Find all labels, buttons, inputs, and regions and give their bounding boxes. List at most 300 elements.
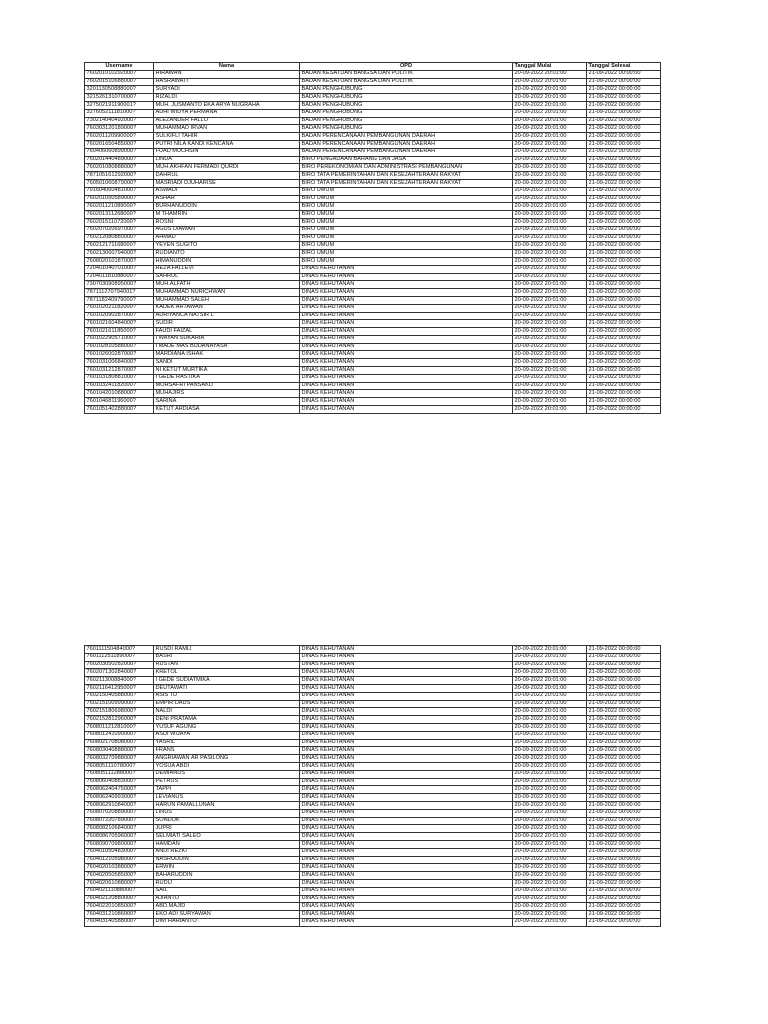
tanggal-mulai-cell: 20-09-2022 20:01:00	[513, 723, 587, 731]
opd-cell: DINAS KEHUTANAN	[300, 692, 513, 700]
tanggal-mulai-cell: 20-09-2022 20:01:00	[513, 218, 587, 226]
tanggal-selesai-cell: 21-09-2022 00:00:00	[587, 677, 661, 685]
opd-cell: BIRO UMUM	[300, 234, 513, 242]
nama-cell: LINDA	[154, 156, 300, 164]
tanggal-selesai-cell: 21-09-2022 00:00:00	[587, 320, 661, 328]
username-cell: 760201050589000?	[85, 195, 154, 203]
username-cell: 760201511072000?	[85, 218, 154, 226]
table-row	[85, 70, 661, 78]
table-row	[85, 872, 661, 880]
tanggal-mulai-cell: 20-09-2022 20:01:00	[513, 809, 587, 817]
table-row	[85, 101, 661, 109]
nama-cell: ADRIYANCA NATSIR L	[154, 312, 300, 320]
opd-cell: DINAS KEHUTANAN	[300, 762, 513, 770]
table-row	[85, 367, 661, 375]
table-row	[85, 856, 661, 864]
opd-cell: DINAS KEHUTANAN	[300, 343, 513, 351]
table-row	[85, 406, 661, 414]
tanggal-mulai-cell: 20-09-2022 20:01:00	[513, 117, 587, 125]
table-row	[85, 156, 661, 164]
tanggal-mulai-cell: 20-09-2022 20:01:00	[513, 172, 587, 180]
tanggal-selesai-cell: 21-09-2022 00:00:00	[587, 825, 661, 833]
table-row	[85, 289, 661, 297]
tanggal-selesai-cell: 21-09-2022 00:00:00	[587, 382, 661, 390]
opd-cell: DINAS KEHUTANAN	[300, 328, 513, 336]
nama-cell: SARINA	[154, 398, 300, 406]
username-cell: 760104201088000?	[85, 390, 154, 398]
table-row	[85, 903, 661, 911]
opd-cell: BIRO UMUM	[300, 250, 513, 258]
opd-cell: BIRO UMUM	[300, 195, 513, 203]
nama-cell: YASRIL	[154, 739, 300, 747]
opd-cell: DINAS KEHUTANAN	[300, 918, 513, 926]
tanggal-selesai-cell: 21-09-2022 00:00:00	[587, 203, 661, 211]
username-cell: 760201311268000?	[85, 211, 154, 219]
opd-cell: DINAS KEHUTANAN	[300, 887, 513, 895]
opd-cell: DINAS KEHUTANAN	[300, 731, 513, 739]
username-cell: 760201510688000?	[85, 78, 154, 86]
tanggal-mulai-cell: 20-09-2022 20:01:00	[513, 677, 587, 685]
opd-cell: DINAS KEHUTANAN	[300, 833, 513, 841]
opd-cell: DINAS KEHUTANAN	[300, 677, 513, 685]
tanggal-mulai-cell: 20-09-2022 20:01:00	[513, 101, 587, 109]
nama-cell: EMPIR DAUS	[154, 700, 300, 708]
nama-cell: RUDIJ	[154, 879, 300, 887]
nama-cell: RUSDI RAMLI	[154, 646, 300, 654]
opd-cell: DINAS KEHUTANAN	[300, 304, 513, 312]
table-row	[85, 257, 661, 265]
tanggal-selesai-cell: 21-09-2022 00:00:00	[587, 109, 661, 117]
table-row	[85, 242, 661, 250]
table-row	[85, 359, 661, 367]
header-row	[85, 63, 661, 71]
username-cell: 760802170808000?	[85, 739, 154, 747]
tanggal-mulai-cell: 20-09-2022 20:01:00	[513, 250, 587, 258]
tanggal-selesai-cell: 21-09-2022 00:00:00	[587, 296, 661, 304]
table-row	[85, 887, 661, 895]
table-row	[85, 265, 661, 273]
table-row	[85, 109, 661, 117]
username-cell: 327502191190001?	[85, 101, 154, 109]
opd-cell: BADAN PERENCANAAN PEMBANGUNAN DAERAH	[300, 133, 513, 141]
opd-cell: BIRO PEREKONOMIAN DAN ADMINISTRASI PEMBANGUNAN	[300, 164, 513, 172]
tanggal-selesai-cell: 21-09-2022 00:00:00	[587, 708, 661, 716]
tanggal-mulai-cell: 20-09-2022 20:01:00	[513, 692, 587, 700]
username-cell: 760807020889000?	[85, 809, 154, 817]
tanggal-mulai-cell: 20-09-2022 20:01:00	[513, 661, 587, 669]
column-header-username: Username	[85, 63, 154, 71]
tanggal-selesai-cell: 21-09-2022 00:00:00	[587, 872, 661, 880]
nama-cell: BURHANUDDIN	[154, 203, 300, 211]
username-cell: 760401050483000?	[85, 848, 154, 856]
tanggal-selesai-cell: 21-09-2022 00:00:00	[587, 242, 661, 250]
username-cell: 760806240993000?	[85, 794, 154, 802]
username-cell: 760806291084000?	[85, 801, 154, 809]
tanggal-selesai-cell: 21-09-2022 00:00:00	[587, 78, 661, 86]
nama-cell: KETUT ARDIASA	[154, 406, 300, 414]
tanggal-selesai-cell: 21-09-2022 00:00:00	[587, 117, 661, 125]
opd-cell: DINAS KEHUTANAN	[300, 723, 513, 731]
username-cell: 760211300884000?	[85, 677, 154, 685]
opd-cell: DINAS KEHUTANAN	[300, 879, 513, 887]
nama-cell: TAPPI	[154, 786, 300, 794]
tanggal-selesai-cell: 21-09-2022 00:00:00	[587, 343, 661, 351]
username-cell: 760801241090000?	[85, 731, 154, 739]
nama-cell: I GEDE SUDIATMIKA	[154, 677, 300, 685]
opd-cell: DINAS KEHUTANAN	[300, 367, 513, 375]
tanggal-selesai-cell: 21-09-2022 00:00:00	[587, 848, 661, 856]
table-row	[85, 786, 661, 794]
nama-cell: ANGRIAWAN AR PASILONG	[154, 755, 300, 763]
tanggal-selesai-cell: 21-09-2022 00:00:00	[587, 234, 661, 242]
tanggal-selesai-cell: 21-09-2022 00:00:00	[587, 218, 661, 226]
table-row	[85, 739, 661, 747]
tanggal-selesai-cell: 21-09-2022 00:00:00	[587, 755, 661, 763]
table-row	[85, 646, 661, 654]
opd-cell: BIRO TATA PEMERINTAHAN DAN KESEJAHTERAAN RAKYAT	[300, 172, 513, 180]
tanggal-mulai-cell: 20-09-2022 20:01:00	[513, 343, 587, 351]
tanggal-mulai-cell: 20-09-2022 20:01:00	[513, 833, 587, 841]
table-row	[85, 203, 661, 211]
column-header-opd: OPD	[300, 63, 513, 71]
table-row	[85, 218, 661, 226]
opd-cell: DINAS KEHUTANAN	[300, 895, 513, 903]
tanggal-selesai-cell: 21-09-2022 00:00:00	[587, 250, 661, 258]
username-cell: 760215100999000?	[85, 700, 154, 708]
tanggal-mulai-cell: 20-09-2022 20:01:00	[513, 257, 587, 265]
user-schedule-table-2	[84, 645, 661, 927]
opd-cell: DINAS KEHUTANAN	[300, 755, 513, 763]
tanggal-selesai-cell: 21-09-2022 00:00:00	[587, 179, 661, 187]
tanggal-mulai-cell: 20-09-2022 20:01:00	[513, 708, 587, 716]
tanggal-selesai-cell: 21-09-2022 00:00:00	[587, 762, 661, 770]
table-row	[85, 304, 661, 312]
table-row	[85, 840, 661, 848]
tanggal-selesai-cell: 21-09-2022 00:00:00	[587, 367, 661, 375]
nama-cell: ROSNI	[154, 218, 300, 226]
opd-cell: BADAN PERENCANAAN PEMBANGUNAN DAERAH	[300, 140, 513, 148]
nama-cell: SONDOK	[154, 817, 300, 825]
tanggal-selesai-cell: 21-09-2022 00:00:00	[587, 653, 661, 661]
username-cell: 760809070980000?	[85, 840, 154, 848]
table-row	[85, 708, 661, 716]
tanggal-mulai-cell: 20-09-2022 20:01:00	[513, 94, 587, 102]
opd-cell: DINAS KEHUTANAN	[300, 359, 513, 367]
tanggal-mulai-cell: 20-09-2022 20:01:00	[513, 747, 587, 755]
opd-cell: DINAS KEHUTANAN	[300, 265, 513, 273]
tanggal-selesai-cell: 21-09-2022 00:00:00	[587, 211, 661, 219]
tanggal-selesai-cell: 21-09-2022 00:00:00	[587, 692, 661, 700]
tanggal-selesai-cell: 21-09-2022 00:00:00	[587, 374, 661, 382]
tanggal-mulai-cell: 20-09-2022 20:01:00	[513, 320, 587, 328]
table-row	[85, 164, 661, 172]
username-cell: 760403140588000?	[85, 918, 154, 926]
tanggal-mulai-cell: 20-09-2022 20:01:00	[513, 762, 587, 770]
table-row	[85, 864, 661, 872]
nama-cell: SULKIFLI TAHIR	[154, 133, 300, 141]
nama-cell: SAIL	[154, 887, 300, 895]
table-row	[85, 809, 661, 817]
username-cell: 760201010292000?	[85, 70, 154, 78]
table-row	[85, 817, 661, 825]
tanggal-selesai-cell: 21-09-2022 00:00:00	[587, 794, 661, 802]
opd-cell: DINAS KEHUTANAN	[300, 646, 513, 654]
tanggal-mulai-cell: 20-09-2022 20:01:00	[513, 211, 587, 219]
table-body	[85, 70, 661, 413]
table-row	[85, 273, 661, 281]
tanggal-selesai-cell: 21-09-2022 00:00:00	[587, 895, 661, 903]
username-cell: 760103100684000?	[85, 359, 154, 367]
nama-cell: MUH. JUSMANTO EKA ARYA NUGRAHA	[154, 101, 300, 109]
username-cell: 760102600287000?	[85, 351, 154, 359]
opd-cell: BADAN PENGHUBUNG	[300, 125, 513, 133]
table-row	[85, 661, 661, 669]
tanggal-mulai-cell: 20-09-2022 20:01:00	[513, 156, 587, 164]
tanggal-mulai-cell: 20-09-2022 20:01:00	[513, 755, 587, 763]
nama-cell: I WAYAN SUKARIA	[154, 335, 300, 343]
nama-cell: SURYADI	[154, 86, 300, 94]
nama-cell: RIZALDI	[154, 94, 300, 102]
opd-cell: DINAS KEHUTANAN	[300, 856, 513, 864]
username-cell: 760805111078000?	[85, 762, 154, 770]
nama-cell: SANDI	[154, 359, 300, 367]
nama-cell: MUHAMMAD NURICHWAN	[154, 289, 300, 297]
username-cell: 760501060879000?	[85, 179, 154, 187]
username-cell: 760103180881000?	[85, 374, 154, 382]
nama-cell: MOHSAFRI PANSAKU	[154, 382, 300, 390]
tanggal-mulai-cell: 20-09-2022 20:01:00	[513, 398, 587, 406]
username-cell: 760103241182000?	[85, 382, 154, 390]
table-row	[85, 755, 661, 763]
tanggal-mulai-cell: 20-09-2022 20:01:00	[513, 289, 587, 297]
table-row	[85, 833, 661, 841]
tanggal-mulai-cell: 20-09-2022 20:01:00	[513, 864, 587, 872]
column-header-tanggal-mulai: Tanggal Mulai	[513, 63, 587, 71]
table-row	[85, 918, 661, 926]
table-body	[85, 646, 661, 927]
table-row	[85, 335, 661, 343]
tanggal-selesai-cell: 21-09-2022 00:00:00	[587, 86, 661, 94]
tanggal-selesai-cell: 21-09-2022 00:00:00	[587, 731, 661, 739]
username-cell: 760201120990000?	[85, 133, 154, 141]
opd-cell: DINAS KEHUTANAN	[300, 739, 513, 747]
nama-cell: RUDIANTO	[154, 250, 300, 258]
username-cell: 760102290571000?	[85, 335, 154, 343]
table-row	[85, 78, 661, 86]
username-cell: 327605211181000?	[85, 109, 154, 117]
tanggal-selesai-cell: 21-09-2022 00:00:00	[587, 133, 661, 141]
username-cell: 760215281296000?	[85, 716, 154, 724]
nama-cell: NALDI	[154, 708, 300, 716]
tanggal-mulai-cell: 20-09-2022 20:01:00	[513, 646, 587, 654]
tanggal-mulai-cell: 20-09-2022 20:01:00	[513, 351, 587, 359]
nama-cell: AGUS DIAWAN	[154, 226, 300, 234]
nama-cell: DENI PRATAMA	[154, 716, 300, 724]
tanggal-mulai-cell: 20-09-2022 20:01:00	[513, 872, 587, 880]
username-cell: 760802010187000?	[85, 257, 154, 265]
table-row	[85, 825, 661, 833]
tanggal-selesai-cell: 21-09-2022 00:00:00	[587, 273, 661, 281]
opd-cell: DINAS KEHUTANAN	[300, 390, 513, 398]
nama-cell: ASIS TD	[154, 692, 300, 700]
nama-cell: AHMAD	[154, 234, 300, 242]
tanggal-selesai-cell: 21-09-2022 00:00:00	[587, 817, 661, 825]
opd-cell: DINAS KEHUTANAN	[300, 911, 513, 919]
tanggal-selesai-cell: 21-09-2022 00:00:00	[587, 856, 661, 864]
opd-cell: BIRO PENGADAAN BARANG DAN JASA	[300, 156, 513, 164]
tanggal-selesai-cell: 21-09-2022 00:00:00	[587, 359, 661, 367]
tanggal-selesai-cell: 21-09-2022 00:00:00	[587, 770, 661, 778]
table-row	[85, 770, 661, 778]
table-row	[85, 281, 661, 289]
username-cell: 787118240979000?	[85, 296, 154, 304]
username-cell: 760402120880000?	[85, 895, 154, 903]
username-cell: 760406060899000?	[85, 148, 154, 156]
nama-cell: ANDI REZKI	[154, 848, 300, 856]
opd-cell: BIRO TATA PEMERINTAHAN DAN KESEJAHTERAAN RAKYAT	[300, 179, 513, 187]
tanggal-selesai-cell: 21-09-2022 00:00:00	[587, 879, 661, 887]
username-cell: 760803040888000?	[85, 747, 154, 755]
username-cell: 760303120189000?	[85, 125, 154, 133]
opd-cell: DINAS KEHUTANAN	[300, 661, 513, 669]
nama-cell: SAHRUL	[154, 273, 300, 281]
table-row	[85, 328, 661, 336]
username-cell: 760102021182000?	[85, 304, 154, 312]
username-cell: 760403121086000?	[85, 911, 154, 919]
table-row	[85, 320, 661, 328]
username-cell: 760402010388000?	[85, 864, 154, 872]
tanggal-selesai-cell: 21-09-2022 00:00:00	[587, 140, 661, 148]
nama-cell: NASRUDDIN	[154, 856, 300, 864]
username-cell: 760201440489000?	[85, 156, 154, 164]
tanggal-mulai-cell: 20-09-2022 20:01:00	[513, 786, 587, 794]
tanggal-selesai-cell: 21-09-2022 00:00:00	[587, 390, 661, 398]
username-cell: 760105140288000?	[85, 406, 154, 414]
tanggal-selesai-cell: 21-09-2022 00:00:00	[587, 328, 661, 336]
tanggal-mulai-cell: 20-09-2022 20:01:00	[513, 265, 587, 273]
opd-cell: BADAN PENGHUBUNG	[300, 101, 513, 109]
nama-cell: FRANS	[154, 747, 300, 755]
opd-cell: DINAS KEHUTANAN	[300, 335, 513, 343]
tanggal-selesai-cell: 21-09-2022 00:00:00	[587, 661, 661, 669]
tanggal-selesai-cell: 21-09-2022 00:00:00	[587, 840, 661, 848]
username-cell: 730214040492000?	[85, 117, 154, 125]
table-row	[85, 895, 661, 903]
opd-cell: BIRO UMUM	[300, 218, 513, 226]
nama-cell: AJIANTO	[154, 895, 300, 903]
table-row	[85, 234, 661, 242]
nama-cell: FAUDI FAIZAL	[154, 328, 300, 336]
opd-cell: DINAS KEHUTANAN	[300, 296, 513, 304]
tanggal-selesai-cell: 21-09-2022 00:00:00	[587, 778, 661, 786]
username-cell: 760402111088000?	[85, 887, 154, 895]
tanggal-selesai-cell: 21-09-2022 00:00:00	[587, 864, 661, 872]
opd-cell: DINAS KEHUTANAN	[300, 903, 513, 911]
username-cell: 760111251189000?	[85, 653, 154, 661]
username-cell: 760102160484000?	[85, 320, 154, 328]
table-row	[85, 716, 661, 724]
tanggal-mulai-cell: 20-09-2022 20:01:00	[513, 817, 587, 825]
tanggal-selesai-cell: 21-09-2022 00:00:00	[587, 398, 661, 406]
table-row	[85, 848, 661, 856]
tanggal-mulai-cell: 20-09-2022 20:01:00	[513, 226, 587, 234]
nama-cell: ABD.MAJID	[154, 903, 300, 911]
opd-cell: DINAS KEHUTANAN	[300, 747, 513, 755]
opd-cell: BIRO UMUM	[300, 226, 513, 234]
tanggal-selesai-cell: 21-09-2022 00:00:00	[587, 335, 661, 343]
opd-cell: DINAS KEHUTANAN	[300, 273, 513, 281]
nama-cell: MUHAMMAD SALEH	[154, 296, 300, 304]
nama-cell: YOSUA ABDI	[154, 762, 300, 770]
tanggal-mulai-cell: 20-09-2022 20:01:00	[513, 148, 587, 156]
tanggal-selesai-cell: 21-09-2022 00:00:00	[587, 833, 661, 841]
tanggal-mulai-cell: 20-09-2022 20:01:00	[513, 234, 587, 242]
opd-cell: BADAN KESATUAN BANGSA DAN POLITIK	[300, 70, 513, 78]
table-row	[85, 117, 661, 125]
table-row	[85, 382, 661, 390]
opd-cell: DINAS KEHUTANAN	[300, 817, 513, 825]
nama-cell: KRETOL	[154, 669, 300, 677]
tanggal-mulai-cell: 20-09-2022 20:01:00	[513, 918, 587, 926]
opd-cell: DINAS KEHUTANAN	[300, 669, 513, 677]
tanggal-mulai-cell: 20-09-2022 20:01:00	[513, 86, 587, 94]
tanggal-selesai-cell: 21-09-2022 00:00:00	[587, 125, 661, 133]
tanggal-mulai-cell: 20-09-2022 20:01:00	[513, 382, 587, 390]
nama-cell: ASWADI	[154, 187, 300, 195]
username-cell: 760212171168000?	[85, 242, 154, 250]
table-row	[85, 723, 661, 731]
tanggal-mulai-cell: 20-09-2022 20:01:00	[513, 164, 587, 172]
tanggal-mulai-cell: 20-09-2022 20:01:00	[513, 840, 587, 848]
tanggal-selesai-cell: 21-09-2022 00:00:00	[587, 918, 661, 926]
opd-cell: DINAS KEHUTANAN	[300, 406, 513, 414]
table-row	[85, 879, 661, 887]
opd-cell: DINAS KEHUTANAN	[300, 320, 513, 328]
tanggal-mulai-cell: 20-09-2022 20:01:00	[513, 281, 587, 289]
table-row	[85, 911, 661, 919]
tanggal-selesai-cell: 21-09-2022 00:00:00	[587, 684, 661, 692]
table-row	[85, 226, 661, 234]
tanggal-selesai-cell: 21-09-2022 00:00:00	[587, 646, 661, 654]
username-cell: 760111150484000?	[85, 646, 154, 654]
tanggal-mulai-cell: 20-09-2022 20:01:00	[513, 700, 587, 708]
tanggal-selesai-cell: 21-09-2022 00:00:00	[587, 700, 661, 708]
tanggal-mulai-cell: 20-09-2022 20:01:00	[513, 367, 587, 375]
nama-cell: FUAD MUCHSIN	[154, 148, 300, 156]
nama-cell: I GEDE RASTIKA	[154, 374, 300, 382]
opd-cell: DINAS KEHUTANAN	[300, 786, 513, 794]
table-row	[85, 669, 661, 677]
table-row	[85, 700, 661, 708]
username-cell: 760402050585000?	[85, 872, 154, 880]
tanggal-selesai-cell: 21-09-2022 00:00:00	[587, 226, 661, 234]
username-cell: 760102090287000?	[85, 312, 154, 320]
username-cell: 760801121281000?	[85, 723, 154, 731]
table-row	[85, 133, 661, 141]
tanggal-mulai-cell: 20-09-2022 20:01:00	[513, 374, 587, 382]
username-cell: 720401040701000?	[85, 265, 154, 273]
tanggal-selesai-cell: 21-09-2022 00:00:00	[587, 747, 661, 755]
table-row	[85, 398, 661, 406]
table-row	[85, 747, 661, 755]
tanggal-selesai-cell: 21-09-2022 00:00:00	[587, 94, 661, 102]
tanggal-mulai-cell: 20-09-2022 20:01:00	[513, 390, 587, 398]
tanggal-mulai-cell: 20-09-2022 20:01:00	[513, 133, 587, 141]
tanggal-selesai-cell: 21-09-2022 00:00:00	[587, 289, 661, 297]
tanggal-selesai-cell: 21-09-2022 00:00:00	[587, 156, 661, 164]
nama-cell: YEYEN SUGITO	[154, 242, 300, 250]
opd-cell: DINAS KEHUTANAN	[300, 864, 513, 872]
